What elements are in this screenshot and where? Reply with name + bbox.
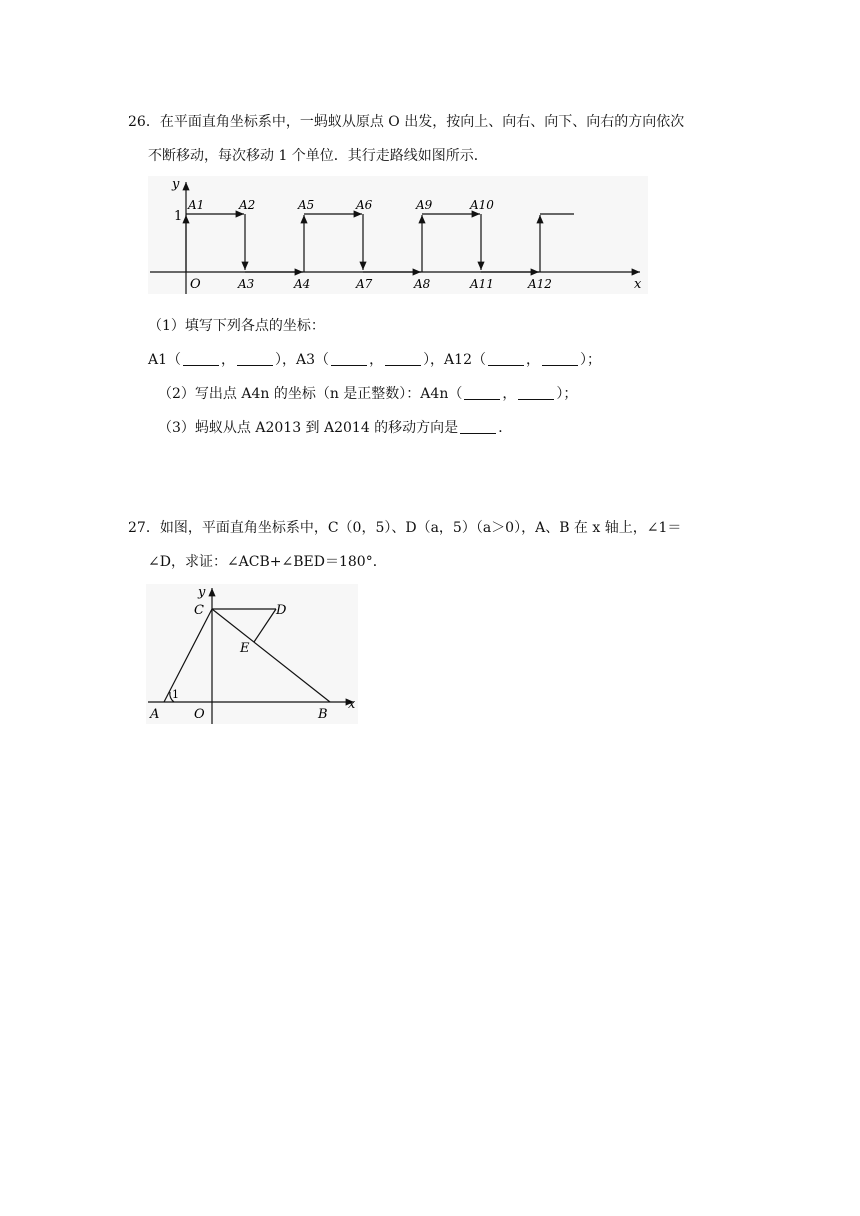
label-a3: A3 <box>238 277 255 291</box>
q27-number: 27． <box>128 520 160 536</box>
q26-a12-comma: ， <box>526 352 540 368</box>
q26-origin-label: O <box>190 277 201 292</box>
q26-a1-prefix: A1（ <box>148 352 182 368</box>
q26-axis-x-label: x <box>634 277 642 292</box>
q26-line2: 不断移动，每次移动 1 个单位．其行走路线如图所示． <box>148 148 488 164</box>
q27-text-1: 如图，平面直角坐标系中，C（0，5）、D（a，5）（a＞0），A、B 在 x 轴上，∠1＝ <box>159 520 682 536</box>
label-a11: A11 <box>470 277 494 291</box>
q26-part3-end: ． <box>498 420 513 436</box>
q26-axis-y-label: y <box>172 177 180 192</box>
q27-point-d: D <box>276 603 287 618</box>
q26-a3-x-blank[interactable] <box>331 351 367 366</box>
q26-part2-prefix: （2）写出点 A4n 的坐标（n 是正整数）：A4n（ <box>158 386 463 402</box>
q26-text-1: 在平面直角坐标系中，一蚂蚁从原点 O 出发，按向上、向右、向下、向右的方向依次 <box>159 114 685 130</box>
label-a9: A9 <box>416 198 433 212</box>
label-a8: A8 <box>414 277 431 291</box>
q26-line1 <box>128 112 684 132</box>
q27-line2: ∠D，求证：∠ACB+∠BED＝180°． <box>148 554 387 570</box>
q26-part2 <box>158 384 577 404</box>
q26-a1-comma: ， <box>221 352 236 368</box>
label-a12: A12 <box>528 277 552 291</box>
q26-part2-end: ）； <box>556 386 578 402</box>
q27-figure <box>146 584 358 724</box>
label-a10: A10 <box>470 198 494 212</box>
q27-line1 <box>128 518 681 538</box>
q26-part3-prefix: （3）蚂蚁从点 A2013 到 A2014 的移动方向是 <box>158 420 459 436</box>
q26-a3-prefix: ），A3（ <box>275 352 330 368</box>
q27-point-a: A <box>150 707 160 722</box>
label-a4: A4 <box>294 277 311 291</box>
q27-angle-1: 1 <box>172 688 179 701</box>
q26-part1-items <box>148 350 601 370</box>
q27-point-e: E <box>240 641 250 656</box>
q27-point-b: B <box>318 707 328 722</box>
q26-number: 26． <box>128 114 160 130</box>
q26-direction-blank[interactable] <box>460 419 496 434</box>
q26-part2-comma: ， <box>502 386 517 402</box>
q26-a1-x-blank[interactable] <box>183 351 219 366</box>
q27-axis-y-label: y <box>198 585 206 600</box>
q26-a3-y-blank[interactable] <box>385 351 421 366</box>
q26-a4n-x-blank[interactable] <box>464 385 500 400</box>
q26-part1-label: （1）填写下列各点的坐标： <box>148 318 325 334</box>
q27-axis-x-label: x <box>348 697 356 712</box>
q26-figure <box>148 176 648 294</box>
label-a7: A7 <box>356 277 373 291</box>
q26-part1-end: ）； <box>580 352 601 368</box>
q27-point-c: C <box>194 603 204 618</box>
q26-tick-1-label: 1 <box>174 209 183 224</box>
label-a6: A6 <box>356 198 373 212</box>
label-a5: A5 <box>298 198 315 212</box>
q26-a3-comma: ， <box>369 352 384 368</box>
q27-point-o: O <box>194 707 205 722</box>
q26-a12-x-blank[interactable] <box>488 351 524 366</box>
label-a2: A2 <box>239 198 256 212</box>
q26-a12-y-blank[interactable] <box>542 351 578 366</box>
q26-a12-prefix: ），A12（ <box>423 352 486 368</box>
q26-a4n-y-blank[interactable] <box>518 385 554 400</box>
label-a1: A1 <box>188 198 205 212</box>
q26-a1-y-blank[interactable] <box>237 351 273 366</box>
q26-part3 <box>158 418 512 438</box>
